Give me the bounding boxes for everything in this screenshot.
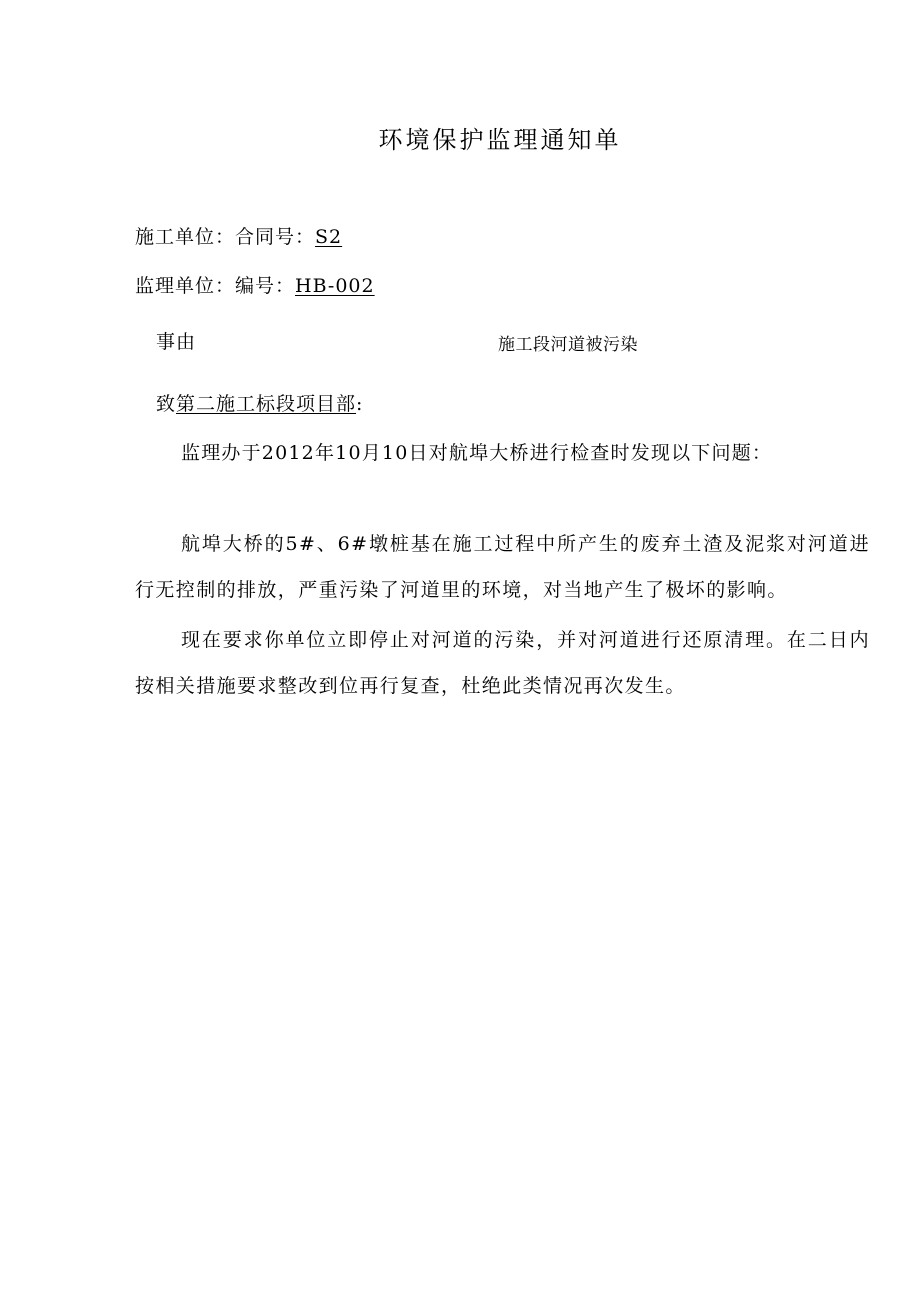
subject-value: 施工段河道被污染 — [498, 335, 638, 355]
supervisor-line — [135, 271, 375, 298]
intro-line: 监理办于2012年10月10日对航埠大桥进行检查时发现以下问题： — [181, 442, 773, 464]
contract-number: S2 — [315, 226, 343, 248]
subject-label: 事由 — [156, 331, 197, 353]
contractor-line — [135, 222, 342, 249]
recipient-line — [156, 389, 363, 416]
recipient-prefix: 致 — [156, 393, 177, 415]
problem-paragraph: 航埠大桥的5#、6#墩桩基在施工过程中所产生的废弃土渣及泥浆对河道进行无控制的排放，严重污染了河道里的环境，对当地产生了极坏的影响。 — [135, 533, 870, 601]
supervisor-label: 监理单位：编号： — [135, 275, 296, 297]
contractor-label: 施工单位：合同号： — [135, 226, 316, 248]
recipient-suffix: : — [356, 393, 364, 415]
document-title: 环境保护监理通知单 — [378, 126, 622, 154]
recipient-name: 第二施工标段项目部 — [176, 393, 357, 415]
requirement-paragraph: 现在要求你单位立即停止对河道的污染，并对河道进行还原清理。在二日内按相关措施要求整改到位再行复查，杜绝此类情况再次发生。 — [135, 629, 870, 697]
serial-number: HB-002 — [295, 275, 375, 297]
